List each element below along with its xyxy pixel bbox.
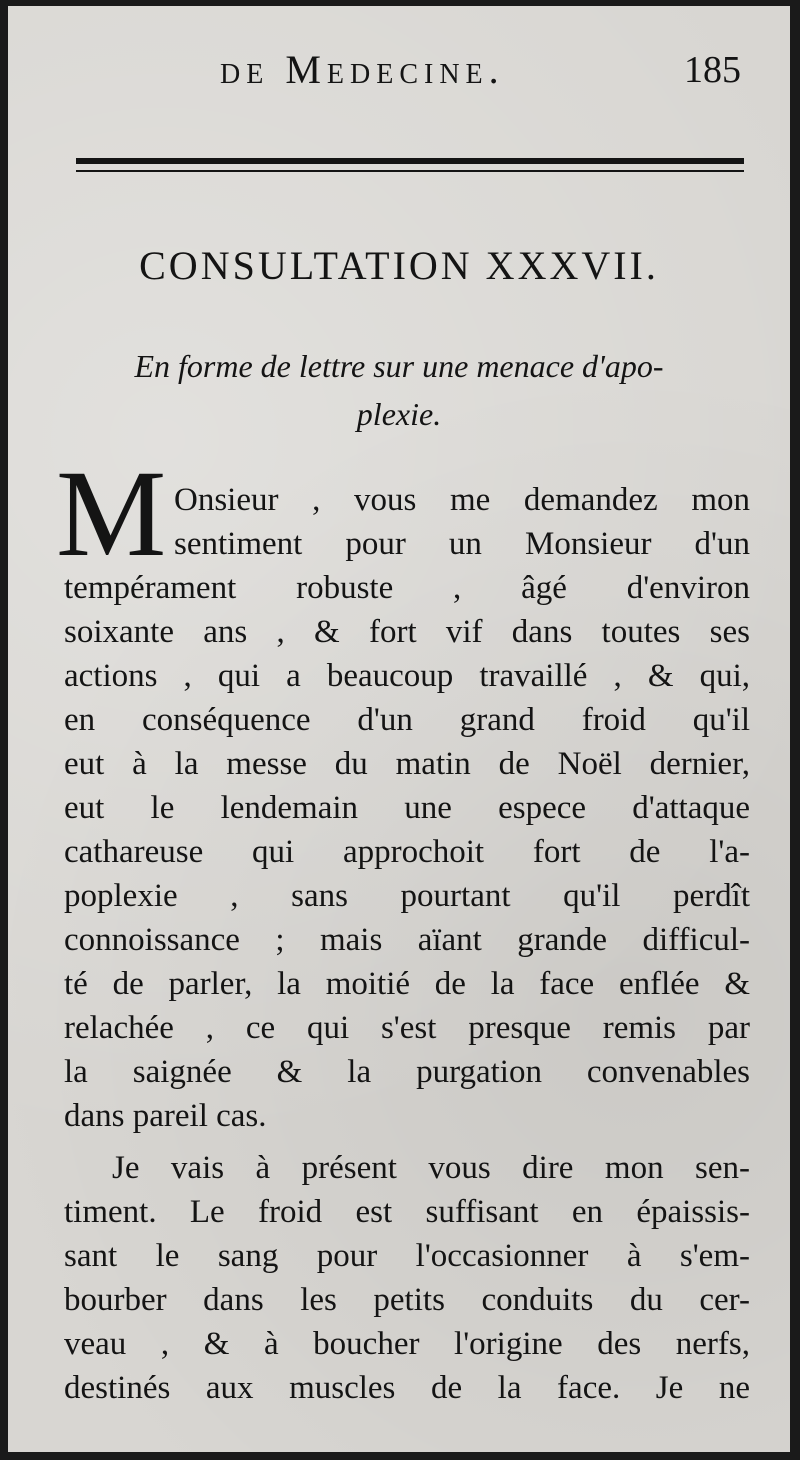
body-line-3: tempérament robuste , âgé d'environ: [64, 570, 750, 606]
body-line-4: soixante ans , & fort vif dans toutes ses: [64, 614, 750, 650]
body-line-12: té de parler, la moitié de la face enflée &: [64, 966, 750, 1002]
body-line-11: connoissance ; mais aïant grande difficul-: [64, 922, 750, 958]
subheading-line-1: En forme de lettre sur une menace d'apo-: [134, 348, 664, 384]
body-line-10: poplexie , sans pourtant qu'il perdît: [64, 878, 750, 914]
body-line-2: sentiment pour un Monsieur d'un: [174, 526, 750, 562]
body-line-6: en conséquence d'un grand froid qu'il: [64, 702, 750, 738]
header-rule-thin: [76, 170, 744, 172]
consultation-heading: CONSULTATION XXXVII.: [139, 243, 659, 288]
body-line-21: destinés aux muscles de la face. Je ne: [64, 1370, 750, 1406]
consultation-subheading: [48, 342, 750, 438]
subheading-line-2: plexie.: [356, 396, 442, 432]
body-line-17: timent. Le froid est suffisant en épaissis-: [64, 1194, 750, 1230]
body-line-15: dans pareil cas.: [64, 1098, 267, 1134]
body-line-1: Onsieur , vous me demandez mon: [174, 482, 750, 518]
body-line-7: eut à la messe du matin de Noël dernier,: [64, 746, 750, 782]
body-line-18: sant le sang pour l'occasionner à s'em-: [64, 1238, 750, 1274]
book-page: [8, 6, 790, 1452]
body-line-16: Je vais à présent vous dire mon sen-: [112, 1150, 750, 1186]
body-line-14: la saignée & la purgation convenables: [64, 1054, 750, 1090]
body-line-20: veau , & à boucher l'origine des nerfs,: [64, 1326, 750, 1362]
header-rule-thick: [76, 158, 744, 164]
body-line-19: bourber dans les petits conduits du cer-: [64, 1282, 750, 1318]
page-number: 185: [684, 49, 741, 91]
drop-cap: M: [56, 445, 167, 582]
body-line-9: cathareuse qui approchoit fort de l'a-: [64, 834, 750, 870]
body-line-5: actions , qui a beaucoup travaillé , & qui,: [64, 658, 750, 694]
body-line-13: relachée , ce qui s'est presque remis par: [64, 1010, 750, 1046]
running-head-title: de Medecine.: [220, 47, 505, 92]
running-head: [8, 46, 790, 106]
body-line-8: eut le lendemain une espece d'attaque: [64, 790, 750, 826]
